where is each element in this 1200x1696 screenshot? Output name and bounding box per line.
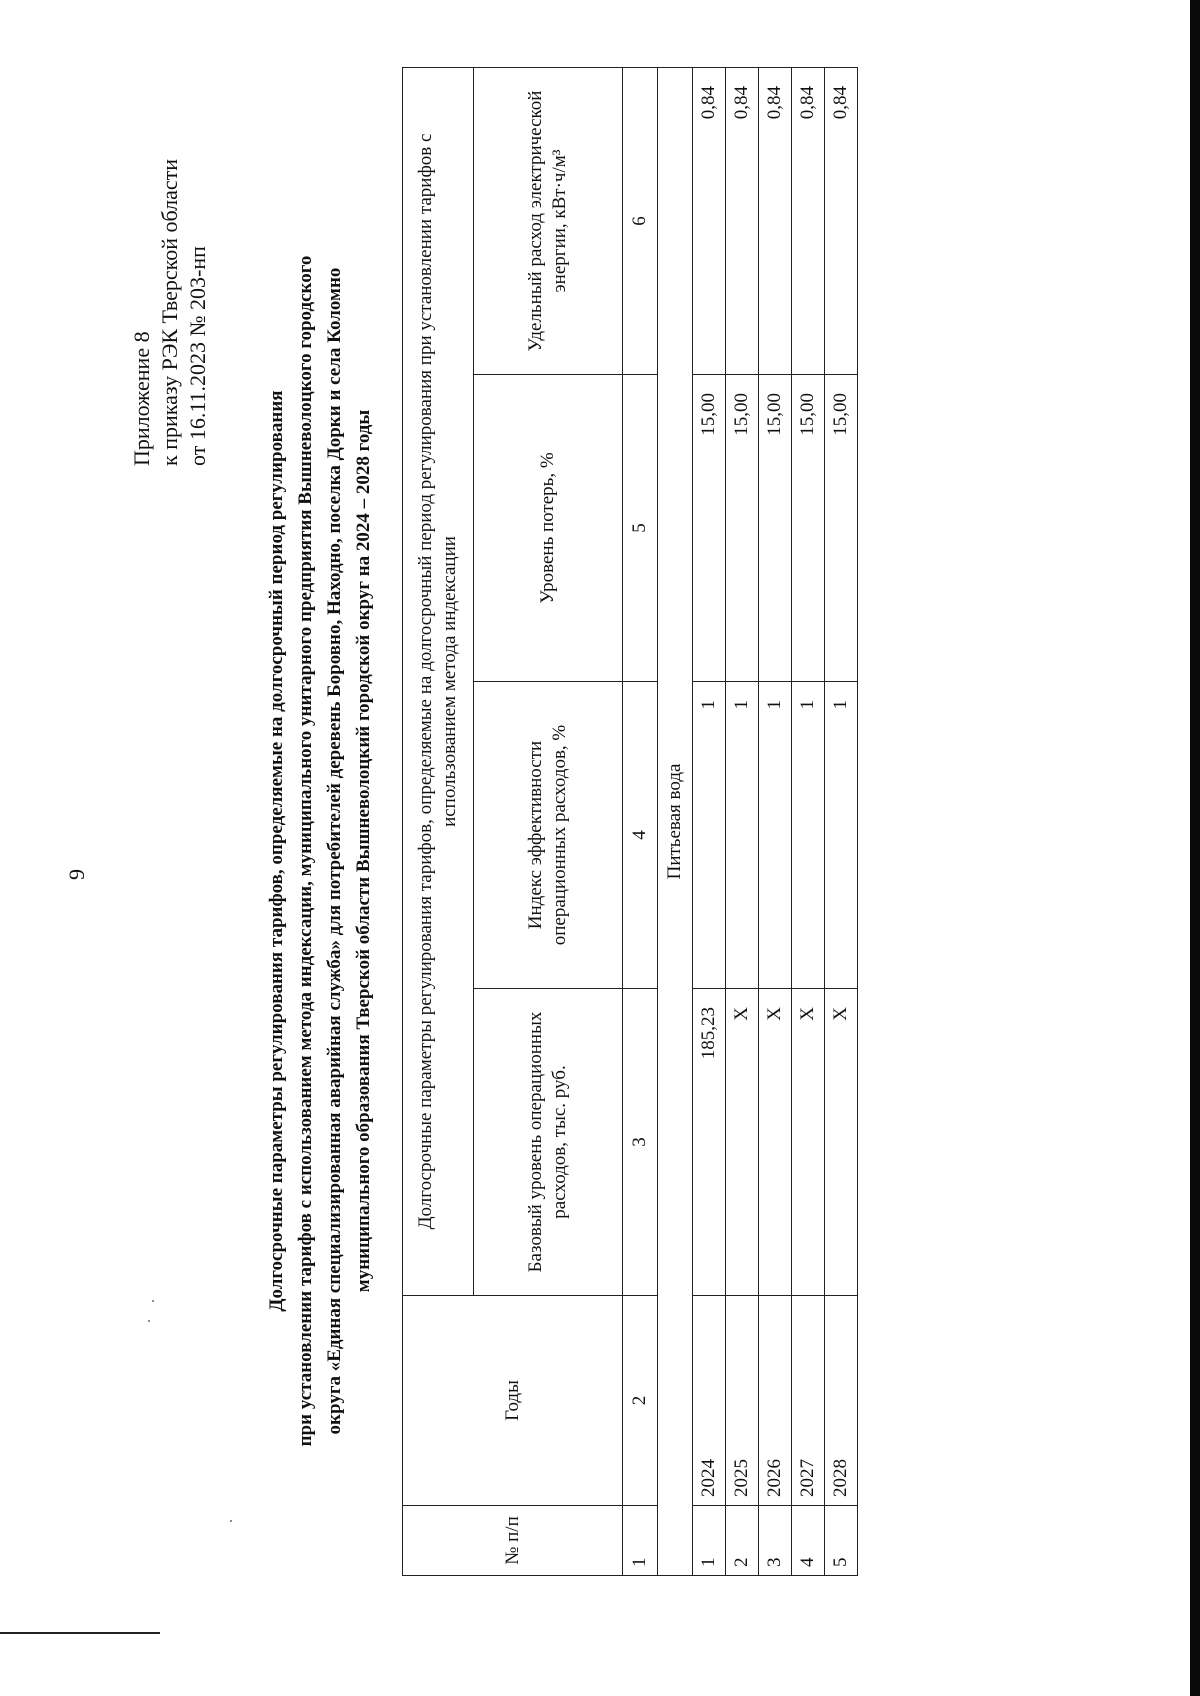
cell-num: 1: [693, 1506, 726, 1576]
appendix-line: от 16.11.2023 № 203-нп: [185, 246, 210, 466]
cell-loss: 15,00: [759, 375, 792, 682]
title-line: при установлении тарифов с использованием метода индексации, муниципального унитарного предприятия Вышневолоцкого городского: [295, 255, 316, 1447]
cell-energy: 0,84: [825, 67, 858, 374]
tariff-parameters-table: [402, 67, 858, 1576]
header-num: № п/п: [403, 1506, 623, 1576]
cell-energy: 0,84: [759, 67, 792, 374]
col-number: 4: [623, 682, 658, 989]
header-base-level: Базовый уровень операционных расходов, тыс. руб.: [474, 989, 623, 1296]
header-years: Годы: [403, 1296, 623, 1506]
col-number: 1: [623, 1506, 658, 1576]
header-loss-level: Уровень потерь, %: [474, 375, 623, 682]
header-efficiency-index: Индекс эффективности операционных расходов, %: [474, 682, 623, 989]
section-title: Питьевая вода: [658, 67, 693, 1575]
table-row: [693, 67, 726, 1575]
appendix-line: к приказу РЭК Тверской области: [157, 158, 182, 466]
page-number: 9: [64, 869, 89, 880]
title-line: муниципального образования Тверской области Вышневолоцкий городской округ на 2024 – 2028 годы: [353, 409, 374, 1293]
cell-loss: 15,00: [693, 375, 726, 682]
header-energy: Удельный расход электрической энергии, кВт·ч/м³: [474, 67, 623, 374]
cell-year: 2024: [693, 1296, 726, 1506]
cell-index: 1: [726, 682, 759, 989]
cell-index: 1: [825, 682, 858, 989]
cell-base: 185,23: [693, 989, 726, 1296]
cell-index: 1: [693, 682, 726, 989]
column-number-row: [623, 67, 658, 1575]
table-row: [726, 67, 759, 1575]
section-row: [658, 67, 693, 1575]
cell-year: 2027: [792, 1296, 825, 1506]
appendix-line: Приложение 8: [129, 331, 154, 466]
cell-year: 2026: [759, 1296, 792, 1506]
cell-base: Х: [759, 989, 792, 1296]
table-row: [825, 67, 858, 1575]
cell-loss: 15,00: [792, 375, 825, 682]
cell-num: 3: [759, 1506, 792, 1576]
cell-energy: 0,84: [792, 67, 825, 374]
document-title: [262, 136, 378, 1566]
cell-energy: 0,84: [726, 67, 759, 374]
cell-loss: 15,00: [726, 375, 759, 682]
cell-year: 2025: [726, 1296, 759, 1506]
cell-num: 2: [726, 1506, 759, 1576]
table-row: [792, 67, 825, 1575]
title-line: округа «Единая специализированная аварийная служба» для потребителей деревень Боровно, Находно, поселка Дорки и села Коломно: [324, 267, 345, 1435]
col-number: 5: [623, 375, 658, 682]
col-number: 2: [623, 1296, 658, 1506]
cell-num: 4: [792, 1506, 825, 1576]
col-number: 3: [623, 989, 658, 1296]
cell-year: 2028: [825, 1296, 858, 1506]
cell-num: 5: [825, 1506, 858, 1576]
table-header-row: [403, 67, 474, 1575]
header-group: Долгосрочные параметры регулирования тарифов, определяемые на долгосрочный период регулирования при установлении тарифов с использованием метода индексации: [403, 67, 474, 1295]
col-number: 6: [623, 67, 658, 374]
appendix-reference: [128, 159, 212, 466]
cell-base: Х: [825, 989, 858, 1296]
table-row: [759, 67, 792, 1575]
cell-loss: 15,00: [825, 375, 858, 682]
title-line: Долгосрочные параметры регулирования тарифов, определяемые на долгосрочный период регулирования: [266, 390, 287, 1312]
cell-index: 1: [759, 682, 792, 989]
cell-index: 1: [792, 682, 825, 989]
cell-energy: 0,84: [693, 67, 726, 374]
cell-base: Х: [726, 989, 759, 1296]
cell-base: Х: [792, 989, 825, 1296]
